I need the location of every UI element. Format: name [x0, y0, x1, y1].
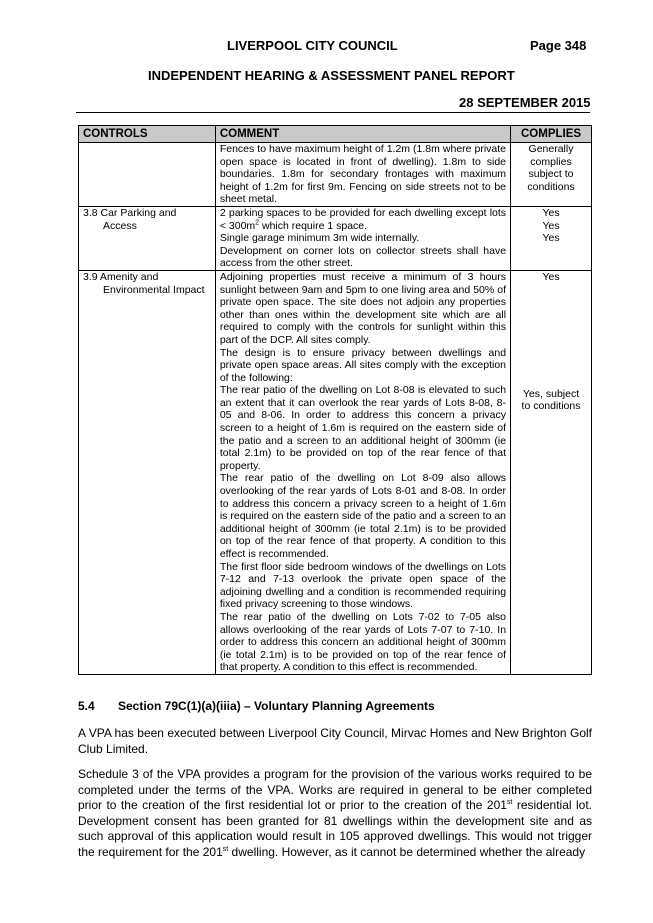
complies-line: Yes: [542, 206, 560, 219]
fence-comment: Fences to have maximum height of 1.2m (1.8m where private open space is located in front of dwelling). 1.8m to side boundaries. 1.8m for secondary frontages with maximum height of 1.2m for first 9m. Fencing on side streets not to be sheet metal.: [219, 143, 507, 206]
complies-cell: [511, 206, 592, 270]
section-heading: [78, 699, 435, 713]
council-name: LIVERPOOL CITY COUNCIL: [227, 38, 398, 53]
report-title: INDEPENDENT HEARING & ASSESSMENT PANEL REPORT: [148, 68, 515, 83]
parking-text-cont: which require 1 space.: [259, 219, 368, 232]
complies-line: Yes, subject: [522, 387, 580, 400]
schedule-text: dwelling. However, as it cannot be determined whether the already: [228, 844, 586, 859]
report-date: 28 SEPTEMBER 2015: [459, 95, 591, 110]
comment-cell: [215, 206, 510, 270]
superscript: 2: [255, 219, 260, 227]
amenity-paragraph: The rear patio of the dwelling on Lot 8-08 is elevated to such an extent that it can overlook the rear yards of Lots 8-08, 8-05 and 8-06. In order to address this concern a privacy screen to a height of 1.6m is required on the eastern side of the patio and a screen to an additional height of 300mm (ie total 2.1m) to be provided on top of the rear fence of that property.: [219, 384, 507, 472]
controls-table: [78, 125, 592, 675]
amenity-paragraph: The rear patio of the dwelling on Lots 7-02 to 7-05 also allows overlooking of the rear yards of Lots 7-07 to 7-10. In order to address this concern an additional height of 300mm (ie total 2.1m) is to be provided on top of the rear fence of that property. A condition to this effect is recommended.: [219, 610, 507, 674]
control-label-cont: Access: [103, 219, 137, 232]
complies-line: conditions: [527, 180, 575, 193]
amenity-paragraph: The design is to ensure privacy between dwellings and private open space areas. All sites comply with the exception of the following:: [219, 346, 507, 384]
schedule-text: residential lot. Development consent has been granted for 81 dwellings within the development site and as such approval of this application would result in 105 approved dwellings. This would not trigger the requirement for the 201: [78, 798, 593, 859]
superscript: st: [222, 845, 229, 853]
complies-line: complies: [530, 155, 572, 168]
superscript: st: [506, 799, 513, 806]
complies-line: Yes: [542, 270, 560, 283]
spacer: [515, 284, 587, 388]
control-cell: [79, 206, 216, 270]
complies-cell: [511, 143, 592, 207]
amenity-paragraph: Adjoining properties must receive a minimum of 3 hours sunlight between 9am and 5pm to one living area and 50% of private open space. The site does not adjoin any properties other than ones within the development site which are all required to comply with the controls for sunlight within this part of the DCP. All sites comply.: [219, 270, 507, 346]
comment-cell: [215, 143, 510, 207]
amenity-paragraph: The rear patio of the dwelling on Lot 8-09 also allows overlooking of the rear yards of Lots 8-01 and 8-08. In order to address this concern a privacy screen to a height of 1.6m is required on the eastern side of the patio and a screen to an additional height of 300mm (ie total 2.1m) is to be provided on top of the rear fence of that property. A condition to this effect is recommended.: [219, 472, 507, 560]
schedule-paragraph: [78, 767, 592, 860]
schedule-text: Schedule 3 of the VPA provides a program for the provision of the various works required to be completed under the terms of the VPA. Works are required in general to be either completed prior to the creation of the first residential lot or prior to the creation of the 201: [78, 767, 592, 812]
header-complies: COMPLIES: [511, 126, 592, 143]
complies-line: Yes: [542, 232, 560, 245]
complies-cell: [511, 270, 592, 674]
table-row: [79, 270, 592, 674]
garage-comment: Single garage minimum 3m wide internally.: [219, 232, 420, 245]
complies-line: subject to: [528, 168, 574, 181]
table-row: [79, 206, 592, 270]
comment-cell: [215, 270, 510, 674]
header-rule: [76, 112, 590, 113]
control-label: 3.8 Car Parking and: [83, 206, 177, 219]
section-title: Section 79C(1)(a)(iiia) – Voluntary Planning Agreements: [118, 699, 435, 713]
header-controls: CONTROLS: [79, 126, 216, 143]
section-number: 5.4: [78, 699, 95, 713]
control-cell: [79, 143, 216, 207]
table-row: [79, 143, 592, 207]
header-comment: COMMENT: [215, 126, 510, 143]
complies-line: Yes: [542, 219, 560, 232]
page-number: Page 348: [530, 38, 587, 53]
table-header-row: [79, 126, 592, 143]
complies-line: Generally: [528, 143, 574, 155]
parking-comment: [220, 207, 506, 232]
control-label-cont: Environmental Impact: [103, 283, 205, 296]
corner-lot-comment: Development on corner lots on collector streets shall have access from the other street.: [219, 244, 507, 270]
vpa-paragraph: A VPA has been executed between Liverpool City Council, Mirvac Homes and New Brighton Golf Club Limited.: [78, 726, 592, 756]
amenity-paragraph: The first floor side bedroom windows of the dwellings on Lots 7-12 and 7-13 overlook the private open space of the adjoining dwelling and a condition is recommended requiring fixed privacy screening to those windows.: [219, 560, 507, 611]
complies-line: to conditions: [521, 400, 581, 413]
parking-text: 2 parking spaces to be provided for each dwelling except lots < 300m: [219, 206, 507, 232]
control-label: 3.9 Amenity and: [83, 270, 159, 283]
control-cell: [79, 270, 216, 674]
